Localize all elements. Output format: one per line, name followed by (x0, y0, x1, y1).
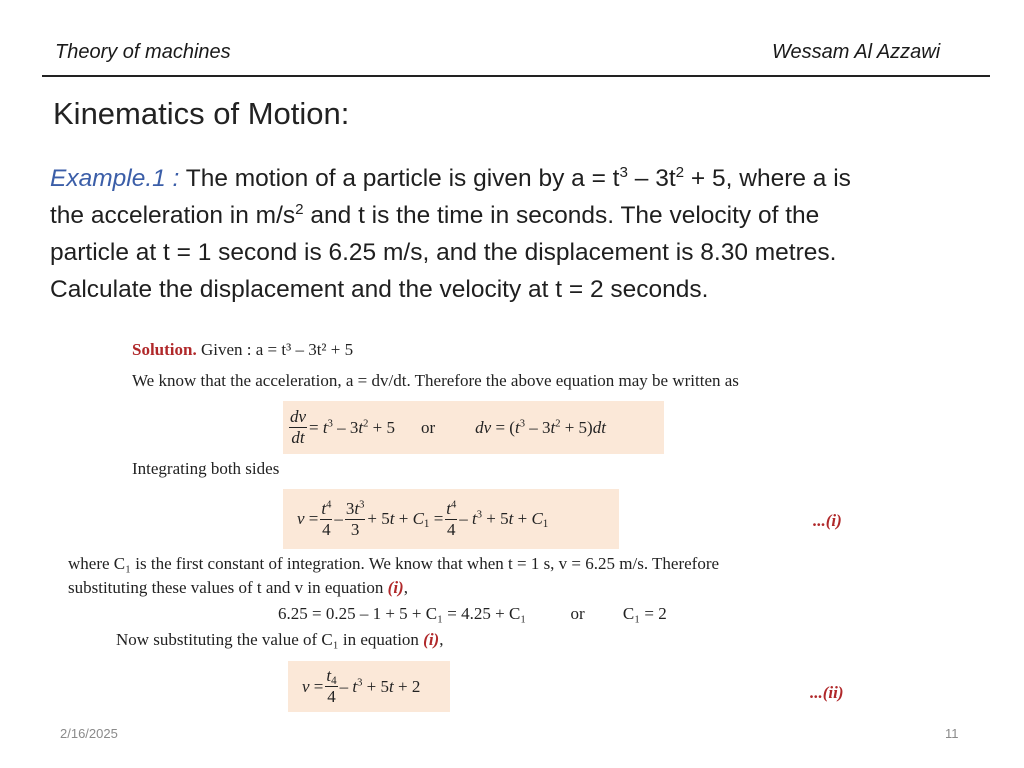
fraction-dv-dt: $\frac{dv}{dt}$ (290, 407, 307, 447)
fraction-t4-4: $\frac{t^4}{4}$ (321, 498, 332, 539)
given-text: Given : a = t³ – 3t² + 5 (200, 340, 354, 359)
fraction-3t3-3: $\frac{3t^3}{3}$ (345, 498, 365, 539)
equation-1-or: or (420, 417, 436, 437)
footer-date: 2/16/2025 (60, 726, 118, 741)
solution-line-now: Now substituting the value of C₁ in equation (i), (116, 630, 444, 649)
example-text: + 5, where a is (684, 165, 851, 192)
solution-line-acceleration: We know that the acceleration, a = dv/dt. Therefore the above equation may be written as (132, 371, 739, 390)
equation-1-alt: dv = $(t^3 - 3t^2 + 5)dt$ (475, 417, 606, 437)
header-course-title: Theory of machines (55, 41, 231, 63)
equation-box-1 (283, 401, 664, 454)
equation-box-2: v = $\frac{t^4}{4}$ – $\frac{3t^3}{3}$ + $5t + C_1$ = $\frac{t^4}{4}$ – $t^3 + 5t + C_1$ (283, 489, 619, 549)
example-text: The motion of a particle is given by a = t (185, 165, 620, 192)
equation-4-v: v = (302, 676, 324, 696)
equation-3 (278, 604, 667, 624)
example-label: Example.1 : (50, 165, 180, 192)
tag-i-text: ...(i) (813, 511, 842, 530)
example-text: the acceleration in m/s (50, 202, 296, 229)
example-text: and t is the time in seconds. The velocity of the (303, 202, 820, 229)
equation-ref-i: (i) (387, 578, 404, 597)
equation-tag-i (813, 511, 842, 531)
now-text: Now substituting the value of C₁ in equation (116, 630, 419, 649)
solution-heading: Solution. (132, 340, 197, 359)
header-divider (42, 75, 990, 77)
slide-title: Kinematics of Motion: (53, 96, 350, 131)
solution-given (132, 340, 353, 360)
equation-3-text: 6.25 = 0.25 – 1 + 5 + C₁ = 4.25 + C₁ (278, 604, 527, 623)
equation-3-constant: C₁ = 2 (622, 604, 667, 623)
equation-1-rhs: = $t^3 - 3t^2 + 5$ (309, 417, 395, 437)
fraction-t4-4-c: $\frac{t_4}{4}$ (326, 666, 337, 706)
solution-line-constant: where C₁ is the first constant of integration. We know that when t = 1 s, v = 6.25 m/s. Therefore (68, 554, 720, 573)
equation-box-3: v = $\frac{t_4}{4}$ – $t^3 + 5t + 2$ (288, 661, 450, 712)
example-statement (50, 160, 990, 308)
example-text: particle at t = 1 second is 6.25 m/s, and the displacement is 8.30 metres. (50, 239, 837, 266)
equation-ref-i: (i) (423, 630, 440, 649)
footer-page-number: 11 (945, 726, 959, 741)
header-author: Wessam Al Azzawi (772, 41, 941, 63)
fraction-t4-4-b: $\frac{t^4}{4}$ (446, 498, 457, 539)
equation-tag-ii (810, 683, 844, 703)
example-text: – 3t (627, 165, 676, 192)
example-text: Calculate the displacement and the velocity at t = 2 seconds. (50, 276, 709, 303)
sup-exp: 2 (295, 200, 304, 218)
substituting-text: substituting these values of t and v in equation (68, 578, 384, 597)
solution-line-integrating: Integrating both sides (132, 459, 280, 478)
sup-exp: 3 (619, 163, 628, 181)
sup-exp: 2 (675, 163, 685, 181)
tag-ii-text: ...(ii) (810, 683, 844, 702)
equation-3-or: or (570, 604, 585, 623)
solution-line-substituting: substituting these values of t and v in equation (i), (68, 578, 408, 597)
equation-2-v: v = (297, 509, 319, 528)
